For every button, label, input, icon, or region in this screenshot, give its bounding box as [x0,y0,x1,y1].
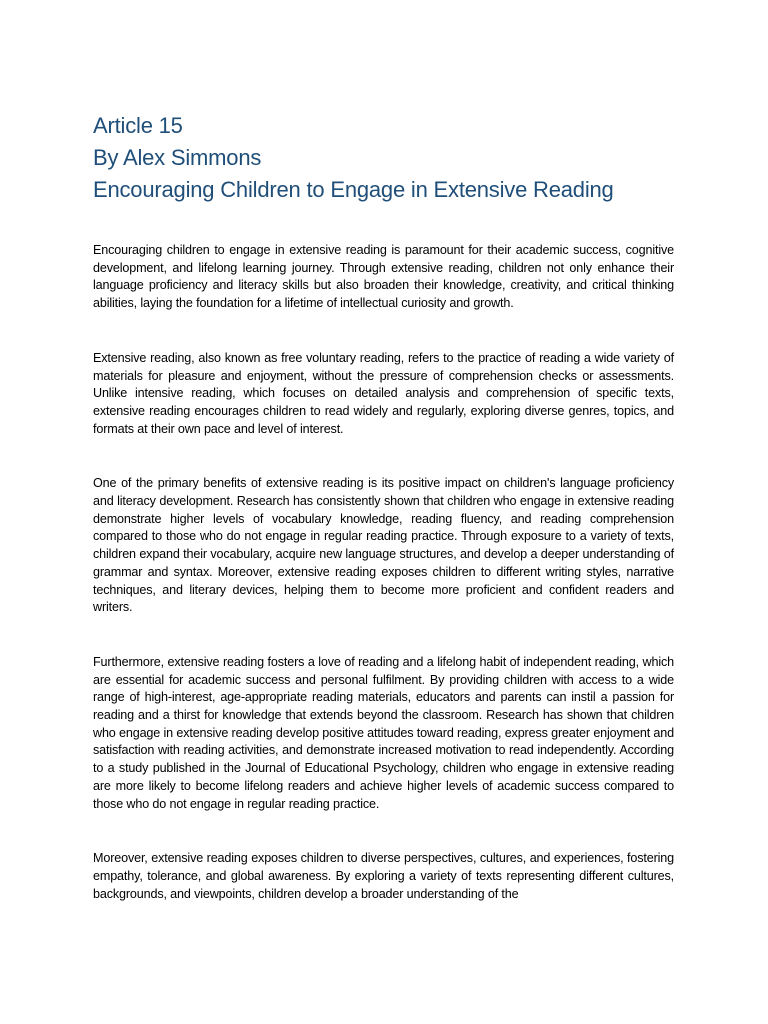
paragraph: One of the primary benefits of extensive reading is its positive impact on children's language proficiency and literacy development. Research has consistently shown that children who engage in extensive reading demonstrate higher levels of vocabulary knowledge, reading fluency, and reading comprehension compared to those who do not engage in regular reading practice. Through exposure to a variety of texts, children expand their vocabulary, acquire new language structures, and develop a deeper understanding of grammar and syntax. Moreover, extensive reading exposes children to different writing styles, narrative techniques, and literary devices, helping them to become more proficient and confident readers and writers. [93,476,674,615]
paragraph: Furthermore, extensive reading fosters a love of reading and a lifelong habit of independent reading, which are essential for academic success and personal fulfilment. By providing children with access to a wide range of high-interest, age-appropriate reading materials, educators and parents can instil a passion for reading and a thirst for knowledge that extends beyond the classroom. Research has shown that children who engage in extensive reading develop positive attitudes toward reading, express greater enjoyment and satisfaction with reading activities, and demonstrate increased motivation to read independently. According to a study published in the Journal of Educational Psychology, children who engage in extensive reading are more likely to become lifelong readers and achieve higher levels of academic success compared to those who do not engage in regular reading practice. [93,654,674,811]
article-byline: By Alex Simmons [93,145,262,170]
article-body [93,242,674,903]
paragraph: Extensive reading, also known as free voluntary reading, refers to the practice of reading a wide variety of materials for pleasure and enjoyment, without the pressure of comprehension checks or assessments. Unlike intensive reading, which focuses on detailed analysis and comprehension of specific texts, extensive reading encourages children to read widely and regularly, exploring diverse genres, topics, and formats at their own pace and level of interest. [93,350,674,436]
article-number: Article 15 [93,113,183,138]
article-content [93,110,674,940]
paragraph: Encouraging children to engage in extensive reading is paramount for their academic success, cognitive development, and lifelong learning journey. Through extensive reading, children not only enhance their language proficiency and literacy skills but also broaden their knowledge, creativity, and critical thinking abilities, laying the foundation for a lifetime of intellectual curiosity and growth. [93,243,674,311]
paragraph: Moreover, extensive reading exposes children to diverse perspectives, cultures, and experiences, fostering empathy, tolerance, and global awareness. By exploring a variety of texts representing different cultures, backgrounds, and viewpoints, children develop a broader understanding of the [93,851,674,901]
article-title: Encouraging Children to Engage in Extensive Reading [93,177,614,202]
